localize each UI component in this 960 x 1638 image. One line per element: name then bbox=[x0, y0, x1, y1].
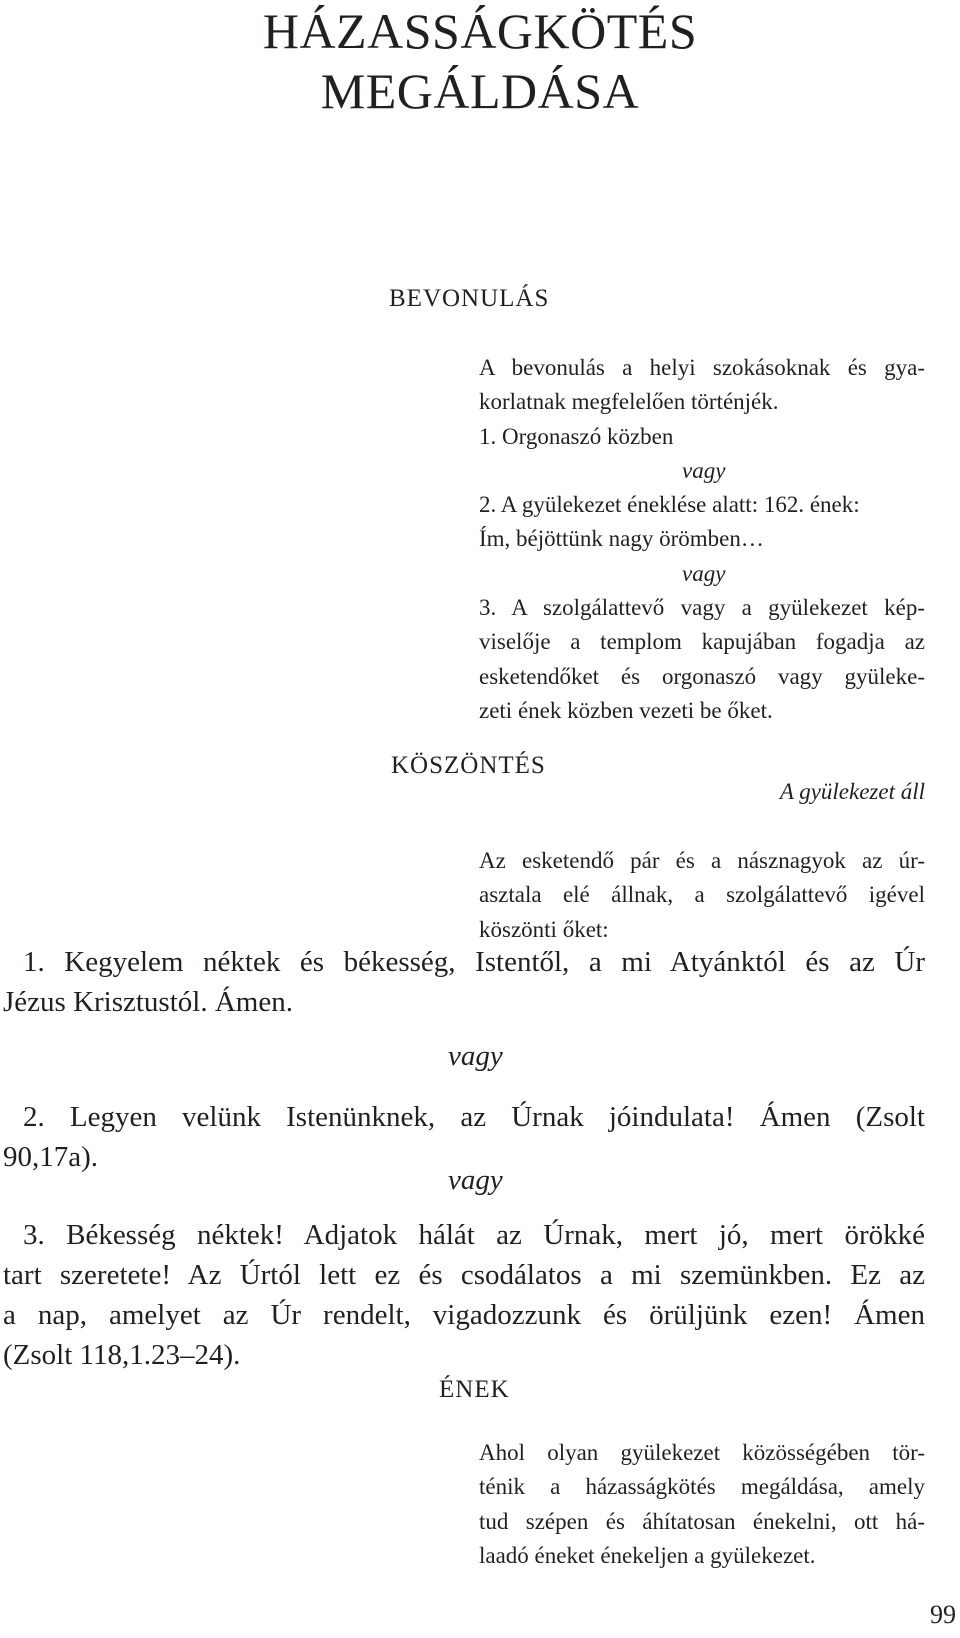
greeting-3 bbox=[3, 1215, 925, 1375]
text-line: viselője a templom kapujában fogadja az bbox=[479, 629, 925, 655]
greeting-line: Jézus Krisztustól. Ámen. bbox=[3, 986, 293, 1018]
text-line: asztala elé állnak, a szolgálattevő igével bbox=[479, 882, 925, 908]
greeting-line: 1. Kegyelem néktek és békesség, Istentől, a mi Atyánktól és az Úr bbox=[23, 946, 925, 978]
greeting-1 bbox=[3, 942, 925, 1022]
text-line: korlatnak megfelelően történjék. bbox=[479, 389, 779, 415]
rubric bbox=[479, 775, 925, 809]
text-line: Az esketendő pár és a násznagyok az úr- bbox=[479, 848, 925, 873]
section-heading-enek: ÉNEK bbox=[439, 1376, 510, 1403]
or-separator: vagy bbox=[448, 1164, 503, 1196]
or-separator: vagy bbox=[682, 457, 726, 483]
greeting-line: tart szeretete! Az Úrtól lett ez és csodálatos a mi szemünkben. Ez az bbox=[3, 1259, 925, 1291]
page-title bbox=[0, 1, 960, 121]
text-line: 2. A gyülekezet éneklése alatt: 162. ének: bbox=[479, 492, 860, 518]
greeting-line: 2. Legyen velünk Istenünknek, az Úrnak jóindulata! Ámen (Zsolt bbox=[23, 1101, 925, 1133]
koszontes-text bbox=[479, 844, 925, 947]
greeting-line: (Zsolt 118,1.23–24). bbox=[3, 1339, 241, 1371]
text-line: laadó éneket énekeljen a gyülekezet. bbox=[479, 1542, 816, 1568]
greeting-line: 3. Békesség néktek! Adjatok hálát az Úrnak, mert jó, mert örökké bbox=[23, 1219, 925, 1251]
text-line: 1. Orgonaszó közben bbox=[479, 423, 674, 449]
or-separator: vagy bbox=[682, 560, 726, 586]
text-line: 3. A szolgálattevő vagy a gyülekezet kép- bbox=[479, 595, 925, 621]
greeting-line: a nap, amelyet az Úr rendelt, vigadozzunk és örüljünk ezen! Ámen bbox=[3, 1299, 925, 1331]
text-line: Ahol olyan gyülekezet közösségében tör- bbox=[479, 1440, 925, 1465]
or-separator: vagy bbox=[448, 1040, 503, 1072]
section-heading-bevonulas: BEVONULÁS bbox=[389, 285, 550, 312]
text-line: esketendőket és orgonaszó vagy gyüleke- bbox=[479, 663, 925, 689]
section-heading-koszontes: KÖSZÖNTÉS bbox=[391, 752, 546, 779]
page-number: 99 bbox=[930, 1600, 956, 1629]
text-line: zeti ének közben vezeti be őket. bbox=[479, 697, 773, 723]
text-line: köszönti őket: bbox=[479, 916, 609, 942]
text-line: ténik a házasságkötés megáldása, amely bbox=[479, 1474, 925, 1500]
text-line: tud szépen és áhítatosan énekelni, ott há- bbox=[479, 1508, 925, 1534]
bevonulas-text bbox=[479, 351, 925, 728]
enek-text bbox=[479, 1436, 925, 1573]
title-line-2: MEGÁLDÁSA bbox=[320, 63, 640, 119]
text-line: A bevonulás a helyi szokásoknak és gya- bbox=[479, 355, 925, 380]
greeting-line: 90,17a). bbox=[3, 1141, 99, 1173]
rubric-text: A gyülekezet áll bbox=[779, 779, 925, 804]
title-line-1: HÁZASSÁGKÖTÉS bbox=[262, 3, 698, 59]
text-line: Ím, béjöttünk nagy örömben… bbox=[479, 526, 764, 552]
